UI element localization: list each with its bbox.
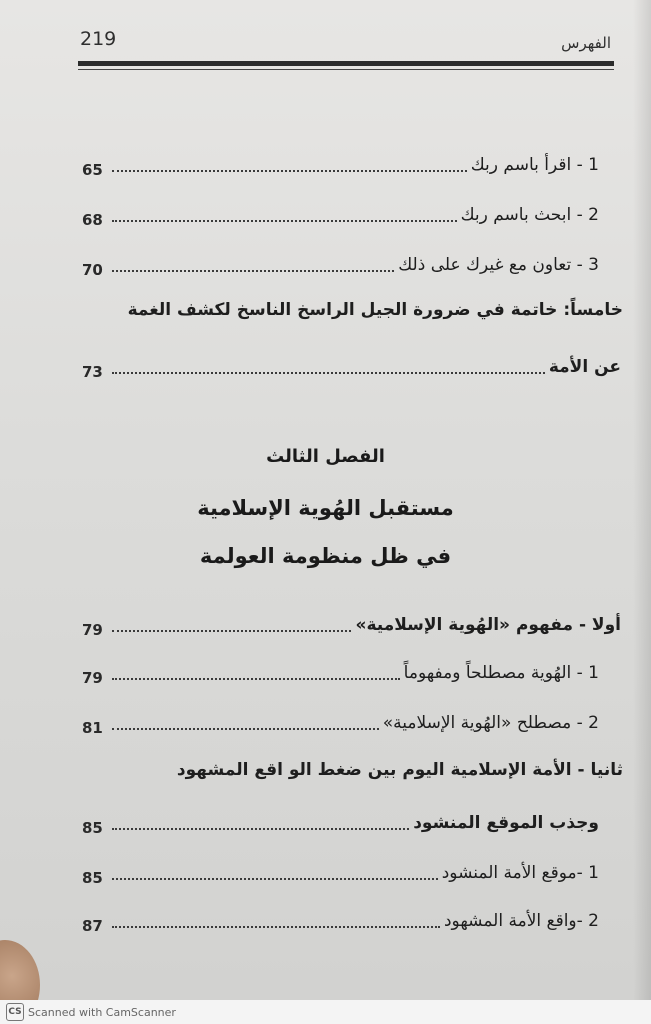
chapter-title-line2: في ظل منظومة العولمة [199,544,452,568]
toc-entry [82,656,621,690]
toc-entry-page: 79 [82,621,103,639]
leader-dots [112,828,409,830]
leader-dots [112,170,467,172]
toc-entry-text: 3 - تعاون مع غيرك على ذلك [398,255,599,275]
toc-entry-text: 2 - ابحث باسم ربك [460,205,599,225]
toc-entry [82,248,621,282]
toc-entry [82,148,621,182]
toc-entry-text: 1 - اقرأ باسم ربك [470,155,599,175]
toc-entry-text: عن الأمة [548,357,621,377]
toc-entry-text: 1 - الهُوية مصطلحاً ومفهوماً [403,663,599,683]
chapter-title-line1: مستقبل الهُوية الإسلامية [197,496,454,520]
toc-entry-text: 2 - مصطلح «الهُوية الإسلامية» [382,713,599,733]
toc-entry [82,608,621,642]
leader-dots [112,220,457,222]
toc-entry-text: وجذب الموقع المنشود [413,813,599,833]
toc-entry [82,904,621,938]
toc-entry-page: 87 [82,917,103,935]
toc-section-heading: ثانيا - الأمة الإسلامية اليوم بين ضغط الو اقع المشهود [176,760,623,780]
leader-dots [112,926,440,928]
toc-entry [82,856,621,890]
leader-dots [112,878,438,880]
leader-dots [112,678,400,680]
toc-entry-page: 68 [82,211,103,229]
header-rule-thick [78,61,614,66]
toc-entry-page: 73 [82,363,103,381]
toc-entry-text: أولا - مفهوم «الهُوية الإسلامية» [355,615,621,635]
page-number: 219 [80,28,117,50]
toc-entry [82,198,621,232]
toc-entry [82,350,621,384]
scanner-footer-text: Scanned with CamScanner [28,1005,176,1019]
leader-dots [112,372,545,374]
toc-entry-page: 79 [82,669,103,687]
toc-entry-page: 65 [82,161,103,179]
header-rule-thin [78,69,614,70]
leader-dots [112,270,394,272]
toc-entry-page: 70 [82,261,103,279]
toc-entry [82,806,621,840]
toc-entry-text: 1 -موقع الأمة المنشود [441,863,599,883]
leader-dots [112,728,379,730]
toc-entry-page: 85 [82,819,103,837]
toc-entry [82,706,621,740]
scanner-footer [0,1000,651,1024]
camscanner-logo-icon: CS [6,1003,24,1021]
toc-entry-page: 81 [82,719,103,737]
toc-entry-text: 2 -واقع الأمة المشهود [443,911,599,931]
leader-dots [112,630,351,632]
toc-entry-page: 85 [82,869,103,887]
running-head: الفهرس [561,34,611,52]
toc-section-heading: خامساً: خاتمة في ضرورة الجيل الراسخ الناسخ لكشف الغمة [127,300,623,320]
finger-shadow [0,940,40,1000]
chapter-label: الفصل الثالث [266,446,385,467]
